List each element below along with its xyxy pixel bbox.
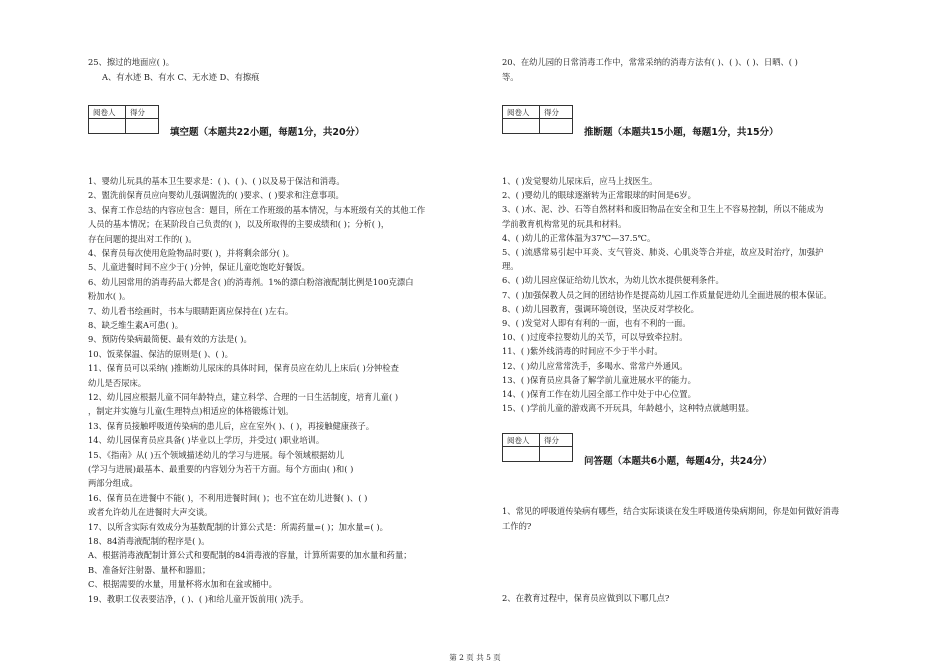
qa-1-line-1: 1、常见的呼吸道传染病有哪些，结合实际谈谈在发生呼吸道传染病期间，你是如何做好消毒 <box>502 506 840 516</box>
fill-question-line: 8、缺乏维生素A可患( )。 <box>88 320 184 330</box>
fill-question-line: 12、幼儿园应根据儿童不同年龄特点，建立科学、合理的一日生活制度，培育儿童( ) <box>88 392 399 402</box>
fill-question-line: 7、幼儿看书绘画时，书本与眼睛距离应保持在( )左右。 <box>88 305 294 316</box>
page-number: 第 2 页 共 5 页 <box>449 653 501 662</box>
fill-question-line: 存在问题的提出对工作的( )。 <box>88 233 197 244</box>
reviewer-label: 阅卷人 <box>89 106 126 119</box>
fill-question-line: ，制定并实施与儿童(生理特点)相适应的体格锻炼计划。 <box>88 406 294 417</box>
reviewer-label: 阅卷人 <box>503 434 540 447</box>
judge-question-line: 学前教育机构常见的玩具和材料。 <box>502 218 627 229</box>
reviewer-label: 阅卷人 <box>503 106 540 119</box>
score-label: 得分 <box>540 106 573 119</box>
section-title-qa: 问答题（本题共6小题，每题4分，共24分） <box>584 456 772 467</box>
reviewer-cell[interactable] <box>503 119 540 134</box>
fill-question-line: 10、饭菜保温、保洁的原则是( )、( )。 <box>88 348 233 359</box>
fill-question-line: 6、幼儿园常用的消毒药品大都是含( )的消毒剂。1%的漂白粉溶液配制比例是100克漂白 <box>88 276 414 287</box>
fill-question-line: 15、《指南》从( )五个领域描述幼儿的学习与进展。每个领域根据幼儿 <box>88 449 345 460</box>
score-box-judge <box>502 105 573 134</box>
judge-question-line: 14、( )保育工作在幼儿园全部工作中处于中心位置。 <box>502 389 696 399</box>
fill-question-line: 17、以所含实际有效成分为基数配制的计算公式是：所需药量=( )；加水量=( )。 <box>88 521 388 532</box>
fill-question-line: 或者允许幼儿在进餐时大声交谈。 <box>88 507 213 518</box>
reviewer-cell[interactable] <box>89 119 126 134</box>
fill-question-line: 2、盥洗前保育员应向婴幼儿强调盥洗的( )要求、( )要求和注意事项。 <box>88 190 344 201</box>
judge-question-line: 理。 <box>502 261 519 272</box>
fill-question-line: 人员的基本情况；在某阶段自己负责的( )，以及所取得的主要成绩和( )；分析( )， <box>88 219 390 230</box>
fill-question-line: 5、儿童进餐时间不应少于( )分钟，保证儿童吃饱吃好餐饭。 <box>88 262 310 273</box>
fill-question-line: 幼儿是否尿床。 <box>88 377 147 388</box>
score-cell[interactable] <box>540 447 573 462</box>
score-cell[interactable] <box>126 119 159 134</box>
score-label: 得分 <box>540 434 573 447</box>
qa-2-stem: 2、在教育过程中，保育员应做到以下哪几点? <box>502 593 670 603</box>
fill-question-line: 粉加水( )。 <box>88 291 131 302</box>
score-label: 得分 <box>126 106 159 119</box>
fill-question-line: 16、保育员在进餐中不能( )，不利用进餐时间( )；也不宜在幼儿进餐( )、( ) <box>88 492 368 503</box>
score-cell[interactable] <box>540 119 573 134</box>
judge-question-line: 13、( )保育员应具备了解学前儿童进展水平的能力。 <box>502 374 696 385</box>
reviewer-cell[interactable] <box>503 447 540 462</box>
question-25-options: A、有水迹 B、有水 C、无水迹 D、有擦痕 <box>102 72 260 82</box>
section-title-judge: 推断题（本题共15小题，每题1分，共15分） <box>584 127 779 138</box>
section-title-fill: 填空题（本题共22小题，每题1分，共20分） <box>170 127 365 138</box>
fill-question-line: 11、保育员可以采纳( )推断幼儿尿床的具体时间，保育员应在幼儿上床后( )分钟检查 <box>88 363 399 374</box>
fill-question-line: C、根据需要的水量，用量杯将水加和在盆或桶中。 <box>88 579 277 590</box>
judge-question-line: 1、( )发觉婴幼儿尿床后，应马上找医生。 <box>502 176 658 186</box>
judge-question-line: 15、( )学前儿童的游戏离不开玩具，年龄越小，这种特点就越明显。 <box>502 403 754 414</box>
judge-question-line: 6、( )幼儿园应保证给幼儿饮水，为幼儿饮水提供便利条件。 <box>502 275 724 286</box>
fill-question-line: 18、84消毒液配制的程序是( )。 <box>88 536 210 546</box>
judge-question-line: 11、( )紫外线消毒的时间应不少于半小时。 <box>502 346 663 357</box>
judge-question-line: 4、( )幼儿的正常体温为37℃—37.5℃。 <box>502 232 656 243</box>
fill-question-line: B、准备好注射器、量杯和器皿； <box>88 564 211 575</box>
fill-question-line: 3、保育工作总结的内容应包含：题目，所在工作班级的基本情况，与本班级有关的其他工作 <box>88 204 426 215</box>
fill-question-line: (学习与进展)最基本、最重要的内容划分为若干方面。每个方面由( )和( ) <box>88 464 354 474</box>
judge-question-line: 2、( )婴幼儿的眼球逐渐转为正常眼球的时间是6岁。 <box>502 190 696 201</box>
fill-question-line: 1、婴幼儿玩具的基本卫生要求是：( )、( )、( )以及易于保洁和消毒。 <box>88 176 345 186</box>
question-20-line-1: 20、在幼儿园的日常消毒工作中，常常采纳的消毒方法有( )、( )、( )、日晒、( ) <box>502 57 798 67</box>
judge-question-line: 12、( )幼儿应常常洗手，多喝水、常常户外通风。 <box>502 360 688 371</box>
judge-question-line: 7、( )加强保教人员之间的团结协作是提高幼儿园工作质量促进幼儿全面进展的根本保证。 <box>502 289 832 300</box>
judge-question-line: 9、( )发觉对人即有有利的一面，也有不利的一面。 <box>502 318 691 328</box>
fill-question-line: 9、预防传染病最简便、最有效的方法是( )。 <box>88 334 252 345</box>
question-20-line-2: 等。 <box>502 72 519 82</box>
fill-question-line: 13、保育员接触呼吸道传染病的患儿后，应在室外( )、( )，再接触健康孩子。 <box>88 420 374 431</box>
fill-question-line: 两部分组成。 <box>88 478 138 489</box>
fill-question-line: A、根据消毒液配制计算公式和要配制的84消毒液的容量，计算所需要的加水量和药量； <box>88 550 412 561</box>
fill-question-line: 4、保育员每次使用危险物品时要( )，并将剩余部分( )。 <box>88 248 295 258</box>
qa-1-line-2: 工作的? <box>502 521 532 531</box>
judge-question-line: 3、( )水、泥、沙、石等自然材料和废旧物品在安全和卫生上不容易控制，所以不能成为 <box>502 204 824 215</box>
judge-question-line: 8、( )幼儿园教育，强调环境创设，坚决反对学校化。 <box>502 303 699 314</box>
question-25-stem: 25、擦过的地面应( )。 <box>88 57 175 67</box>
score-box-qa <box>502 433 573 462</box>
fill-question-line: 19、教职工仪表要洁净，( )、( )和给儿童开饭前用( )洗手。 <box>88 593 309 604</box>
fill-question-line: 14、幼儿园保育员应具备( )毕业以上学历，并受过( )职业培训。 <box>88 435 325 446</box>
score-box-fill <box>88 105 159 134</box>
judge-question-line: 5、( )流感常易引起中耳炎、支气管炎、肺炎、心肌炎等合并症，故应及时治疗，加强护 <box>502 247 824 257</box>
judge-question-line: 10、( )过度牵拉婴幼儿的关节，可以导致牵拉肘。 <box>502 332 688 343</box>
